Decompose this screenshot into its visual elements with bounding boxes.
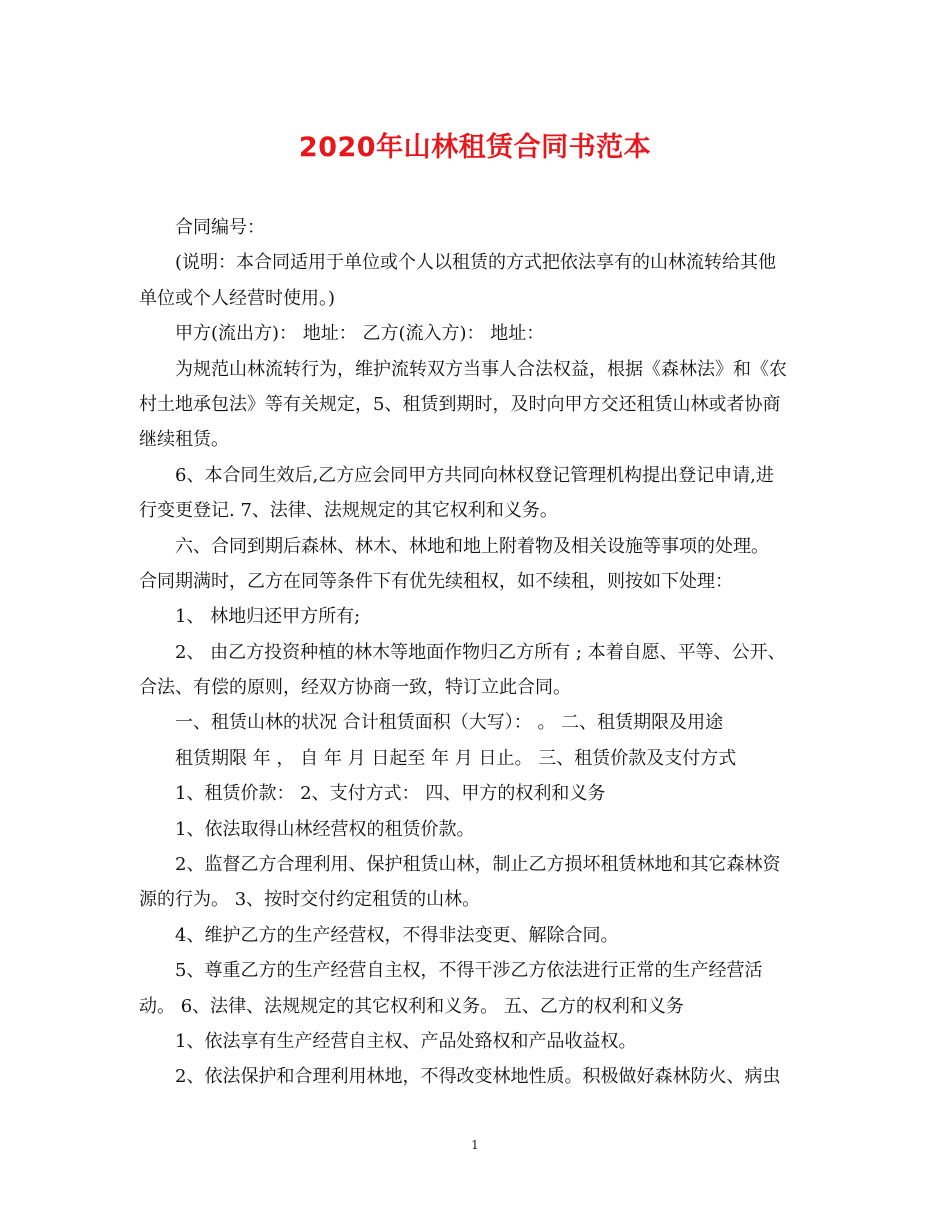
contract-number-line: 合同编号： [175, 217, 265, 238]
paragraph-line: 单位或个人经营时使用。) [139, 287, 336, 309]
list-item: 2、监督乙方合理利用、保护租赁山林，制止乙方损坏租赁林地和其它森林资 [175, 854, 781, 876]
parties-line: 甲方(流出方)： 地址： 乙方(流入方)： 地址： [175, 323, 545, 345]
section-line: 一、租赁山林的状况 合计租赁面积（大写）： 。 二、租赁期限及用途 [175, 712, 724, 734]
list-item: 5、尊重乙方的生产经营自主权，不得干涉乙方依法进行正常的生产经营活 [175, 960, 763, 982]
paragraph-line: 行变更登记. 7、法律、法规规定的其它权利和义务。 [139, 500, 558, 522]
paragraph-line: (说明：本合同适用于单位或个人以租赁的方式把依法享有的山林流转给其他 [175, 252, 777, 274]
paragraph-line: 六、合同到期后森林、林木、林地和地上附着物及相关设施等事项的处理。 [175, 535, 769, 557]
list-item: 2、依法保护和合理利用林地，不得改变林地性质。积极做好森林防火、病虫 [175, 1066, 781, 1088]
section-line: 1、租赁价款： 2、支付方式： 四、甲方的权利和义务 [175, 783, 606, 805]
paragraph-line: 源的行为。 3、按时交付约定租赁的山林。 [139, 889, 481, 911]
paragraph-line: 动。 6、法律、法规规定的其它权利和义务。 五、乙方的权利和义务 [139, 995, 684, 1017]
list-item: 1、依法取得山林经营权的租赁价款。 [175, 818, 475, 840]
paragraph-line: 继续租赁。 [139, 429, 229, 451]
page-number: 1 [471, 1138, 479, 1152]
document-body [139, 210, 809, 1095]
page-title: 2020年山林租赁合同书范本 [298, 132, 652, 163]
paragraph-line: 合同期满时，乙方在同等条件下有优先续租权，如不续租，则按如下处理： [139, 570, 733, 592]
list-item: 2、 由乙方投资种植的林木等地面作物归乙方所有 ; 本着自愿、平等、公开、 [175, 641, 786, 663]
paragraph-line: 为规范山林流转行为，维护流转双方当事人合法权益，根据《森林法》和《农 [175, 358, 787, 380]
list-item: 1、 林地归还甲方所有; [175, 606, 361, 628]
paragraph-line: 合法、有偿的原则，经双方协商一致，特订立此合同。 [139, 677, 571, 699]
paragraph-line: 6、本合同生效后,乙方应会同甲方共同向林权登记管理机构提出登记申请,进 [175, 464, 774, 486]
list-item: 1、依法享有生产经营自主权、产品处臵权和产品收益权。 [175, 1030, 637, 1052]
paragraph-line: 村土地承包法》等有关规定，5、租赁到期时，及时向甲方交还租赁山林或者协商 [139, 393, 781, 415]
list-item: 4、维护乙方的生产经营权，不得非法变更、解除合同。 [175, 924, 619, 946]
section-line: 租赁期限 年 ， 自 年 月 日起至 年 月 日止。 三、租赁价款及支付方式 [175, 747, 737, 769]
